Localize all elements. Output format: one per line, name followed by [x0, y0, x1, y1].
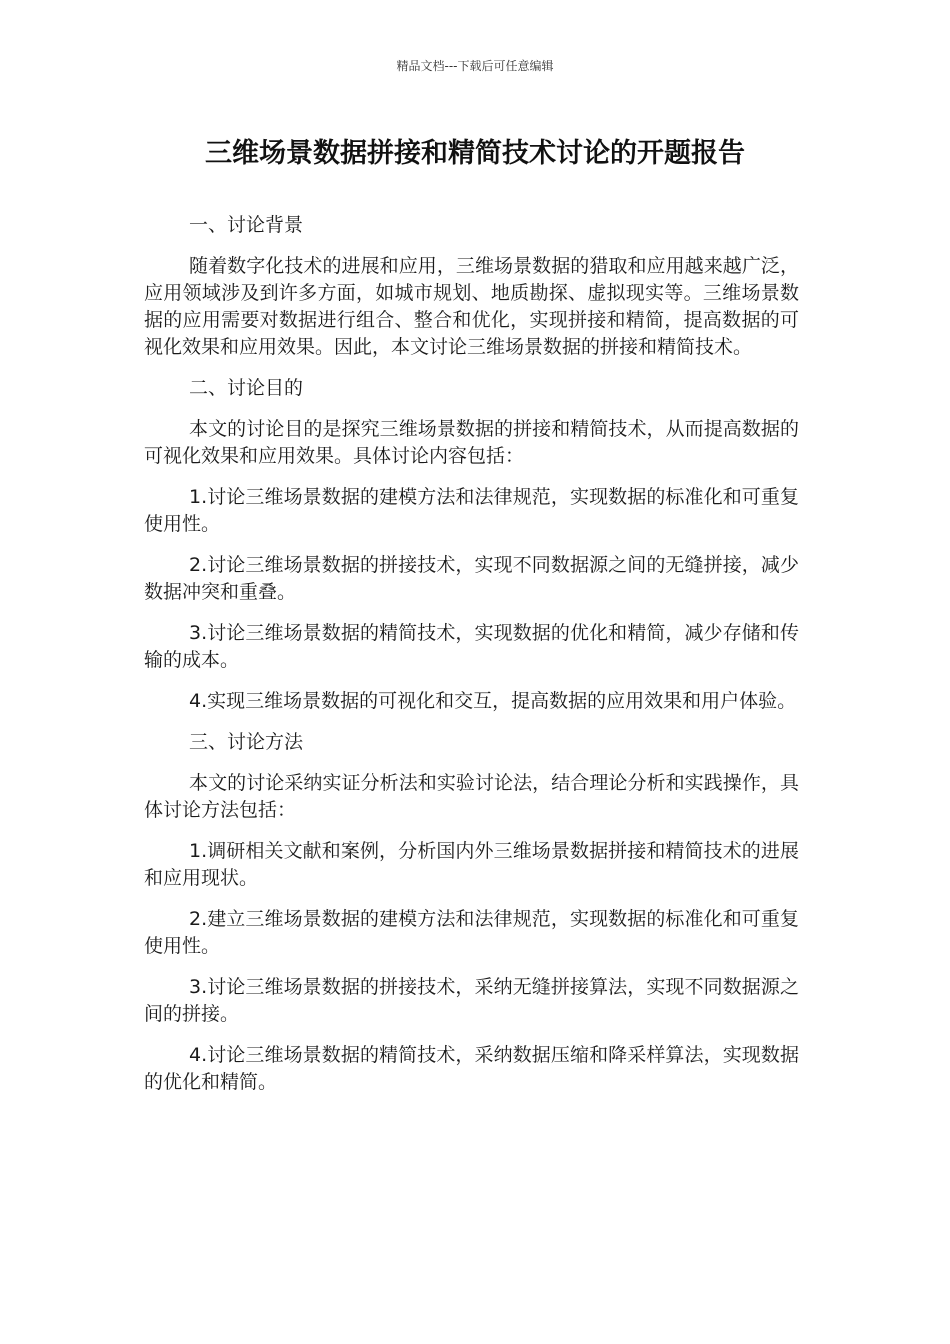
list-item: 2.建立三维场景数据的建模方法和法律规范，实现数据的标准化和可重复使用性。	[144, 908, 799, 957]
paragraph-purpose-intro: 本文的讨论目的是探究三维场景数据的拼接和精简技术，从而提高数据的可视化效果和应用效果。具体讨论内容包括：	[144, 418, 799, 467]
list-item: 4.讨论三维场景数据的精简技术，采纳数据压缩和降采样算法，实现数据的优化和精简。	[144, 1044, 799, 1093]
document-title: 三维场景数据拼接和精简技术讨论的开题报告	[205, 138, 745, 169]
list-item: 3.讨论三维场景数据的精简技术，实现数据的优化和精简，减少存储和传输的成本。	[144, 622, 799, 671]
list-item: 3.讨论三维场景数据的拼接技术，采纳无缝拼接算法，实现不同数据源之间的拼接。	[144, 976, 799, 1025]
paragraph-method-intro: 本文的讨论采纳实证分析法和实验讨论法，结合理论分析和实践操作，具体讨论方法包括：	[144, 772, 799, 821]
section-heading-background: 一、讨论背景	[189, 214, 304, 236]
page-header: 精品文档---下载后可任意编辑	[396, 59, 554, 73]
list-item: 4.实现三维场景数据的可视化和交互，提高数据的应用效果和用户体验。	[189, 690, 797, 712]
section-heading-method: 三、讨论方法	[189, 731, 304, 753]
list-item: 1.调研相关文献和案例，分析国内外三维场景数据拼接和精简技术的进展和应用现状。	[144, 840, 799, 889]
paragraph-background: 随着数字化技术的进展和应用，三维场景数据的猎取和应用越来越广泛，应用领域涉及到许多方面，如城市规划、地质勘探、虚拟现实等。三维场景数据的应用需要对数据进行组合、整合和优化，实现拼接和精简，提高数据的可视化效果和应用效果。因此，本文讨论三维场景数据的拼接和精简技术。	[144, 255, 799, 358]
list-item: 1.讨论三维场景数据的建模方法和法律规范，实现数据的标准化和可重复使用性。	[144, 486, 799, 535]
document-body	[144, 212, 799, 1110]
list-item: 2.讨论三维场景数据的拼接技术，实现不同数据源之间的无缝拼接，减少数据冲突和重叠。	[144, 554, 799, 603]
section-heading-purpose: 二、讨论目的	[189, 377, 304, 399]
